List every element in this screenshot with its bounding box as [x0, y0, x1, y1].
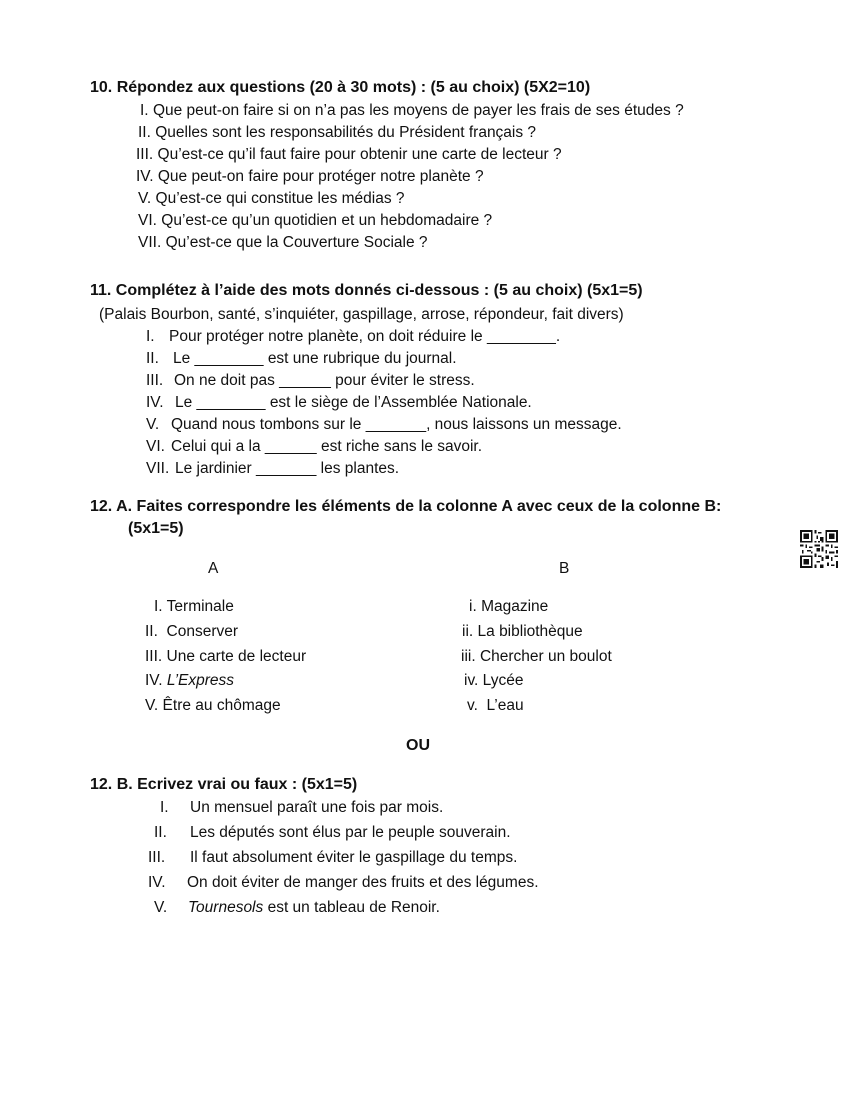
item-number: II. — [145, 623, 158, 640]
column-a-item — [145, 648, 306, 666]
item-text: Le ________ est le siège de l’Assemblée Nationale. — [175, 394, 532, 411]
item-text: Le ________ est une rubrique du journal. — [173, 350, 457, 367]
column-a-title: A — [208, 560, 219, 577]
item-number: i. — [469, 598, 477, 615]
item-text: Que peut-on faire pour protéger notre planète ? — [157, 168, 484, 185]
item-text: Être au chômage — [162, 697, 281, 714]
item-number: v. — [467, 697, 478, 714]
q10-item — [140, 102, 684, 120]
item-text: Il faut absolument éviter le gaspillage du temps. — [190, 849, 518, 866]
item-number: iv. — [464, 672, 479, 689]
item-text: Celui qui a la ______ est riche sans le savoir. — [171, 438, 483, 455]
item-text: Chercher un boulot — [479, 648, 612, 665]
item-number: I. — [140, 102, 149, 119]
or-separator: OU — [406, 737, 430, 754]
item-number: IV. — [136, 168, 154, 185]
item-text: On ne doit pas ______ pour éviter le stress. — [174, 372, 475, 389]
item-number: III. — [146, 372, 164, 389]
item-number: V. — [146, 416, 160, 433]
item-number: I. — [160, 799, 169, 816]
q10-item — [136, 168, 484, 186]
column-a-item — [145, 672, 234, 690]
item-text: est un tableau de Renoir. — [267, 899, 440, 916]
q11-item — [146, 372, 475, 390]
item-text: La bibliothèque — [477, 623, 583, 640]
q11-word-bank: (Palais Bourbon, santé, s’inquiéter, gaspillage, arrose, répondeur, fait divers) — [99, 306, 624, 323]
column-b-item — [467, 697, 524, 715]
item-text: Quelles sont les responsabilités du Président français ? — [155, 124, 537, 141]
item-text: On doit éviter de manger des fruits et des légumes. — [187, 874, 539, 891]
item-text: Un mensuel paraît une fois par mois. — [190, 799, 444, 816]
q12b-item — [160, 799, 443, 817]
item-text: Terminale — [166, 598, 234, 615]
item-number: IV. — [145, 672, 163, 689]
column-a-item — [154, 598, 234, 616]
item-number: IV. — [148, 874, 166, 891]
q11-item — [146, 328, 560, 346]
item-number: III. — [136, 146, 154, 163]
item-number: VII. — [146, 460, 170, 477]
column-b-title: B — [559, 560, 570, 577]
item-number: III. — [148, 849, 166, 866]
item-number: V. — [138, 190, 152, 207]
q10-item — [138, 124, 536, 142]
item-text: Magazine — [481, 598, 549, 615]
qr-code-icon — [800, 530, 838, 568]
column-b-item — [462, 623, 583, 641]
item-number: I. — [146, 328, 155, 345]
item-number: II. — [138, 124, 151, 141]
q10-item — [138, 190, 405, 208]
column-b-item — [464, 672, 523, 690]
q12b-heading: 12. B. Ecrivez vrai ou faux : (5x1=5) — [90, 776, 358, 793]
item-text: Le jardinier _______ les plantes. — [175, 460, 400, 477]
item-text: Que peut-on faire si on n’a pas les moyens de payer les frais de ses études ? — [152, 102, 684, 119]
item-number: V. — [145, 697, 159, 714]
q12a-heading-marks: (5x1=5) — [128, 520, 184, 537]
item-text: Lycée — [482, 672, 524, 689]
q10-item — [136, 146, 562, 164]
item-number: III. — [145, 648, 163, 665]
q11-item — [146, 460, 399, 478]
q12b-item — [154, 824, 511, 842]
item-number: ii. — [462, 623, 474, 640]
item-text: Qu’est-ce qu’un quotidien et un hebdomadaire ? — [161, 212, 493, 229]
q10-heading: 10. Répondez aux questions (20 à 30 mots) : (5 au choix) (5X2=10) — [90, 79, 591, 96]
item-number: IV. — [146, 394, 164, 411]
item-text: Qu’est-ce qui constitue les médias ? — [155, 190, 405, 207]
q11-item — [146, 394, 532, 412]
item-number: iii. — [461, 648, 476, 665]
q11-heading: 11. Complétez à l’aide des mots donnés ci-dessous : (5 au choix) (5x1=5) — [90, 282, 643, 299]
q11-item — [146, 350, 457, 368]
item-text: Pour protéger notre planète, on doit réduire le ________. — [169, 328, 561, 345]
q12b-item — [154, 899, 440, 917]
q10-item — [138, 234, 428, 252]
item-title: Tournesols — [188, 899, 264, 916]
item-text: Qu’est-ce qu’il faut faire pour obtenir une carte de lecteur ? — [157, 146, 562, 163]
item-number: II. — [154, 824, 167, 841]
column-b-item — [469, 598, 548, 616]
item-text: Les députés sont élus par le peuple souverain. — [190, 824, 511, 841]
q12a-heading: 12. A. Faites correspondre les éléments de la colonne A avec ceux de la colonne B: — [90, 498, 722, 515]
column-b-item — [461, 648, 612, 666]
q10-item — [138, 212, 492, 230]
column-a-item — [145, 697, 281, 715]
column-a-item — [145, 623, 238, 641]
q12b-item — [148, 874, 539, 892]
item-text: Une carte de lecteur — [166, 648, 307, 665]
q11-item — [146, 416, 622, 434]
item-text: Conserver — [166, 623, 239, 640]
item-text: L’eau — [486, 697, 524, 714]
item-number: V. — [154, 899, 168, 916]
item-number: VI. — [138, 212, 157, 229]
item-number: I. — [154, 598, 163, 615]
item-number: VII. — [138, 234, 162, 251]
q12b-item — [148, 849, 517, 867]
item-text: L’Express — [166, 672, 235, 689]
q11-item — [146, 438, 482, 456]
item-number: II. — [146, 350, 159, 367]
item-text: Qu’est-ce que la Couverture Sociale ? — [165, 234, 428, 251]
item-text: Quand nous tombons sur le _______, nous laissons un message. — [171, 416, 622, 433]
item-number: VI. — [146, 438, 165, 455]
